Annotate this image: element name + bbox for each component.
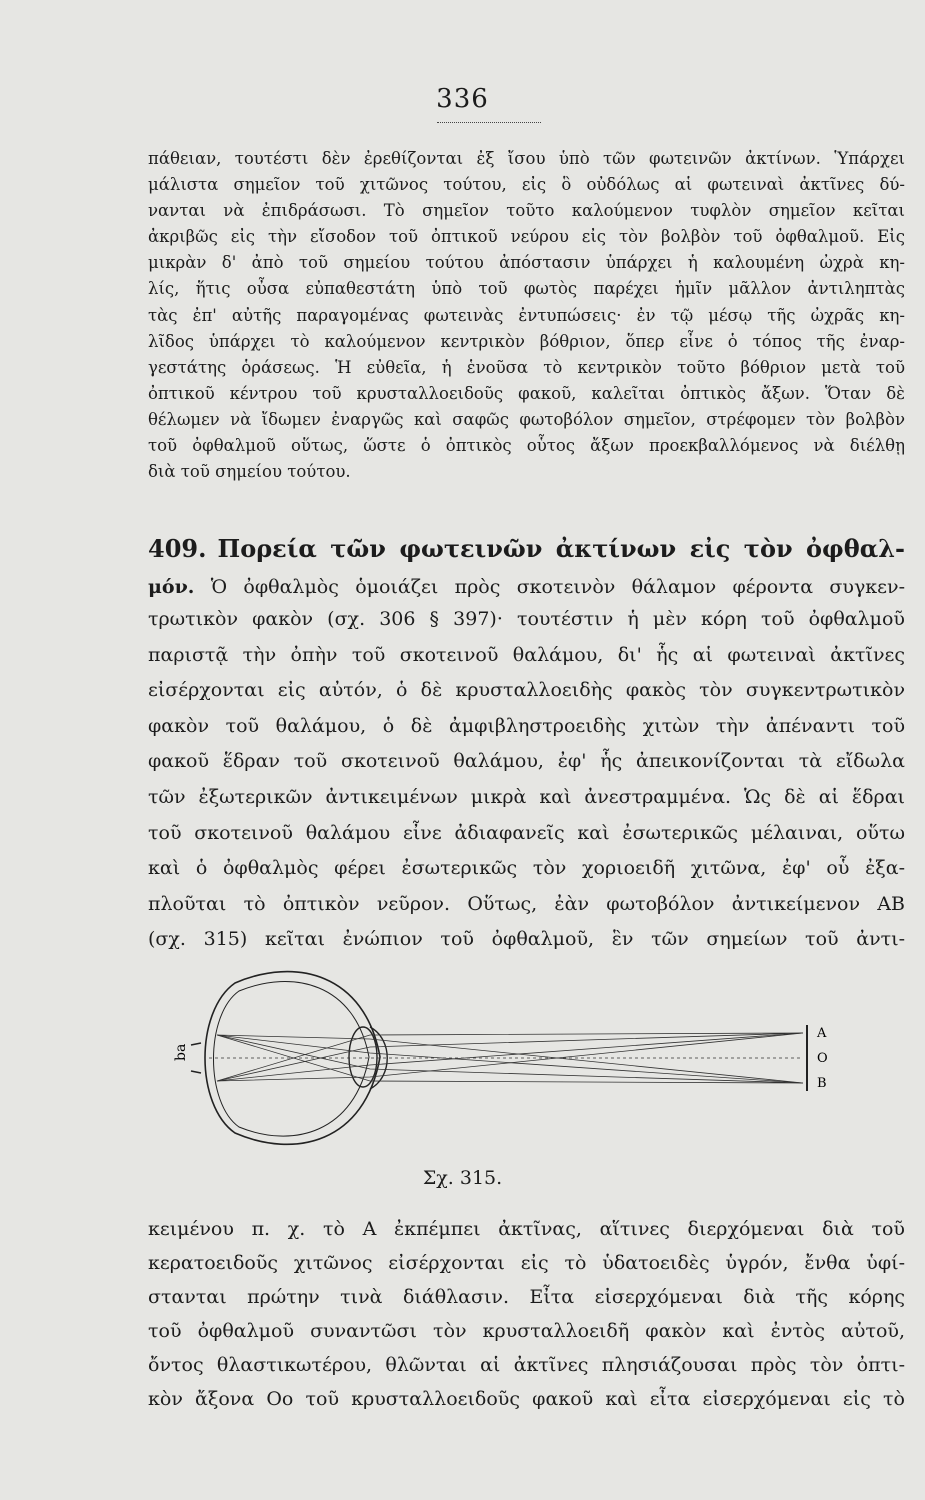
text-line: λίς, ἥτις οὖσα εὐπαθεστάτη ὑπὸ τοῦ φωτὸς παρέχει ἡμῖν μᾶλλον ἀντιληπτὰς bbox=[148, 279, 905, 299]
text-line: κειμένου π. χ. τὸ Α ἐκπέμπει ἀκτῖνας, αἵτινες διερχόμεναι διὰ τοῦ bbox=[148, 1218, 905, 1240]
text-line: λῖδος ὑπάρχει τὸ καλούμενον κεντρικὸν βόθριον, ὅπερ εἶνε ὁ τόπος τῆς ἐναρ- bbox=[148, 331, 905, 351]
text-line: στανται πρώτην τινὰ διάθλασιν. Εἶτα εἰσερχόμεναι διὰ τῆς κόρης bbox=[148, 1286, 905, 1309]
label-left: ba bbox=[173, 1043, 189, 1061]
text-line: γεστάτης ὁράσεως. Ἡ εὐθεῖα, ἡ ἑνοῦσα τὸ κεντρικὸν τοῦτο βόθριον μετὰ τοῦ bbox=[148, 357, 905, 377]
paragraph-ray-path bbox=[148, 1212, 905, 1417]
figure-caption: Σχ. 315. bbox=[422, 1167, 503, 1189]
text-line: τοῦ ὀφθαλμοῦ συναντῶσι τὸν κρυσταλλοειδῆ φακὸν καὶ ἐντὸς αὐτοῦ, bbox=[148, 1320, 905, 1343]
text-line: μάλιστα σημεῖον τοῦ χιτῶνος τούτου, εἰς ὃ οὐδόλως αἱ φωτειναὶ ἀκτῖνες δύ- bbox=[148, 175, 905, 195]
paragraph-blind-spot bbox=[148, 146, 905, 485]
text-line: φακὸν τοῦ θαλάμου, ὁ δὲ ἀμφιβληστροειδὴς χιτὼν τὴν ἀπέναντι τοῦ bbox=[148, 714, 905, 737]
light-rays bbox=[209, 1033, 803, 1083]
section-heading-line bbox=[148, 531, 905, 570]
text-line: μικρὰν δ' ἀπὸ τοῦ σημείου τούτου ἀπόστασιν ὑπάρχει ἡ καλουμένη ὠχρὰ κη- bbox=[148, 253, 905, 273]
text-line: νανται νὰ ἐπιδράσωσι. Τὸ σημεῖον τοῦτο καλούμενον τυφλὸν σημεῖον κεῖται bbox=[148, 201, 905, 221]
text-line: τοῦ ὀφθαλμοῦ οὕτως, ὥστε ὁ ὀπτικὸς οὗτος ἄξων προεκβαλλόμενος νὰ διέλθῃ bbox=[148, 436, 905, 456]
label-O: O bbox=[817, 1051, 828, 1066]
text-line: πλοῦται τὸ ὀπτικὸν νεῦρον. Οὕτως, ἐὰν φωτοβόλον ἀντικείμενον ΑΒ bbox=[148, 892, 905, 915]
section-title: Πορεία τῶν φωτεινῶν ἀκτίνων εἰς τὸν ὀφθαλ- bbox=[217, 534, 905, 563]
text-line: πάθειαν, τουτέστι δὲν ἐρεθίζονται ἐξ ἴσου ὑπὸ τῶν φωτεινῶν ἀκτίνων. Ὑπάρχει bbox=[148, 149, 905, 168]
text-line: παριστᾷ τὴν ὀπὴν τοῦ σκοτεινοῦ θαλάμου, δι' ἧς αἱ φωτειναὶ ἀκτῖνες bbox=[148, 643, 905, 666]
text-line: τοῦ σκοτεινοῦ θαλάμου εἶνε ἀδιαφανεῖς καὶ ἐσωτερικῶς μέλαιναι, οὕτω bbox=[148, 821, 905, 844]
text-line: τρωτικὸν φακὸν (σχ. 306 § 397)· τουτέστιν ἡ μὲν κόρη τοῦ ὀφθαλμοῦ bbox=[148, 608, 905, 630]
text-line: ὄντος θλαστικωτέρου, θλῶνται αἱ ἀκτῖνες πλησιάζουσαι πρὸς τὸν ὀπτι- bbox=[148, 1354, 905, 1377]
text-line: τὰς ἐπ' αὐτῆς παραγομένας φωτεινὰς ἐντυπώσεις· ἐν τῷ μέσῳ τῆς ὠχρᾶς κη- bbox=[148, 305, 905, 325]
text-line: κερατοειδοῦς χιτῶνος εἰσέρχονται εἰς τὸ ὑδατοειδὲς ὑγρόν, ἔνθα ὑφί- bbox=[148, 1252, 905, 1275]
section-heading-line-2 bbox=[148, 570, 905, 606]
section-first-sentence: Ὁ ὀφθαλμὸς ὁμοιάζει πρὸς σκοτεινὸν θάλαμον φέροντα συγκεν- bbox=[210, 575, 905, 598]
optic-nerve-bottom bbox=[191, 1071, 201, 1073]
page-number: 336 bbox=[436, 84, 489, 114]
text-line: τῶν ἐξωτερικῶν ἀντικειμένων μικρὰ καὶ ἀνεστραμμένα. Ὡς δὲ αἱ ἕδραι bbox=[148, 785, 905, 808]
paragraph-eye-camera bbox=[148, 602, 905, 958]
text-line: καὶ ὁ ὀφθαλμὸς φέρει ἐσωτερικῶς τὸν χοριοειδῆ χιτῶνα, ἐφ' οὗ ἐξα- bbox=[148, 857, 905, 880]
page-number-rule bbox=[437, 122, 541, 123]
eye-ray-diagram bbox=[173, 965, 885, 1150]
text-line: κὸν ἄξονα Οο τοῦ κρυσταλλοειδοῦς φακοῦ καὶ εἶτα εἰσερχόμεναι εἰς τὸ bbox=[148, 1388, 905, 1411]
label-A: A bbox=[817, 1026, 827, 1041]
text-line: εἰσέρχονται εἰς αὐτόν, ὁ δὲ κρυσταλλοειδὴς φακὸς τὸν συγκεντρωτικὸν bbox=[148, 679, 905, 702]
section-number: 409. bbox=[148, 534, 207, 563]
text-line: διὰ τοῦ σημείου τούτου. bbox=[148, 462, 351, 482]
optic-nerve-top bbox=[191, 1043, 201, 1045]
text-line: ἀκριβῶς εἰς τὴν εἴσοδον τοῦ ὀπτικοῦ νεύρου εἰς τὸν βολβὸν τοῦ ὀφθαλμοῦ. Εἰς bbox=[148, 227, 905, 247]
section-title-continuation: μόν. bbox=[148, 575, 195, 598]
section-409-heading bbox=[148, 531, 905, 605]
text-line: θέλωμεν νὰ ἴδωμεν ἐναργῶς καὶ σαφῶς φωτοβόλον σημεῖον, στρέφομεν τὸν βολβὸν bbox=[148, 409, 905, 429]
text-line: ὀπτικοῦ κέντρου τοῦ κρυσταλλοειδοῦς φακοῦ, καλεῖται ὀπτικὸς ἄξων. Ὅταν δὲ bbox=[148, 383, 905, 403]
text-line: (σχ. 315) κεῖται ἐνώπιον τοῦ ὀφθαλμοῦ, ἓν τῶν σημείων τοῦ ἀντι- bbox=[148, 928, 905, 951]
label-B: B bbox=[817, 1076, 827, 1091]
text-line: φακοῦ ἕδραν τοῦ σκοτεινοῦ θαλάμου, ἐφ' ἧς ἀπεικονίζονται τὰ εἴδωλα bbox=[148, 750, 905, 773]
